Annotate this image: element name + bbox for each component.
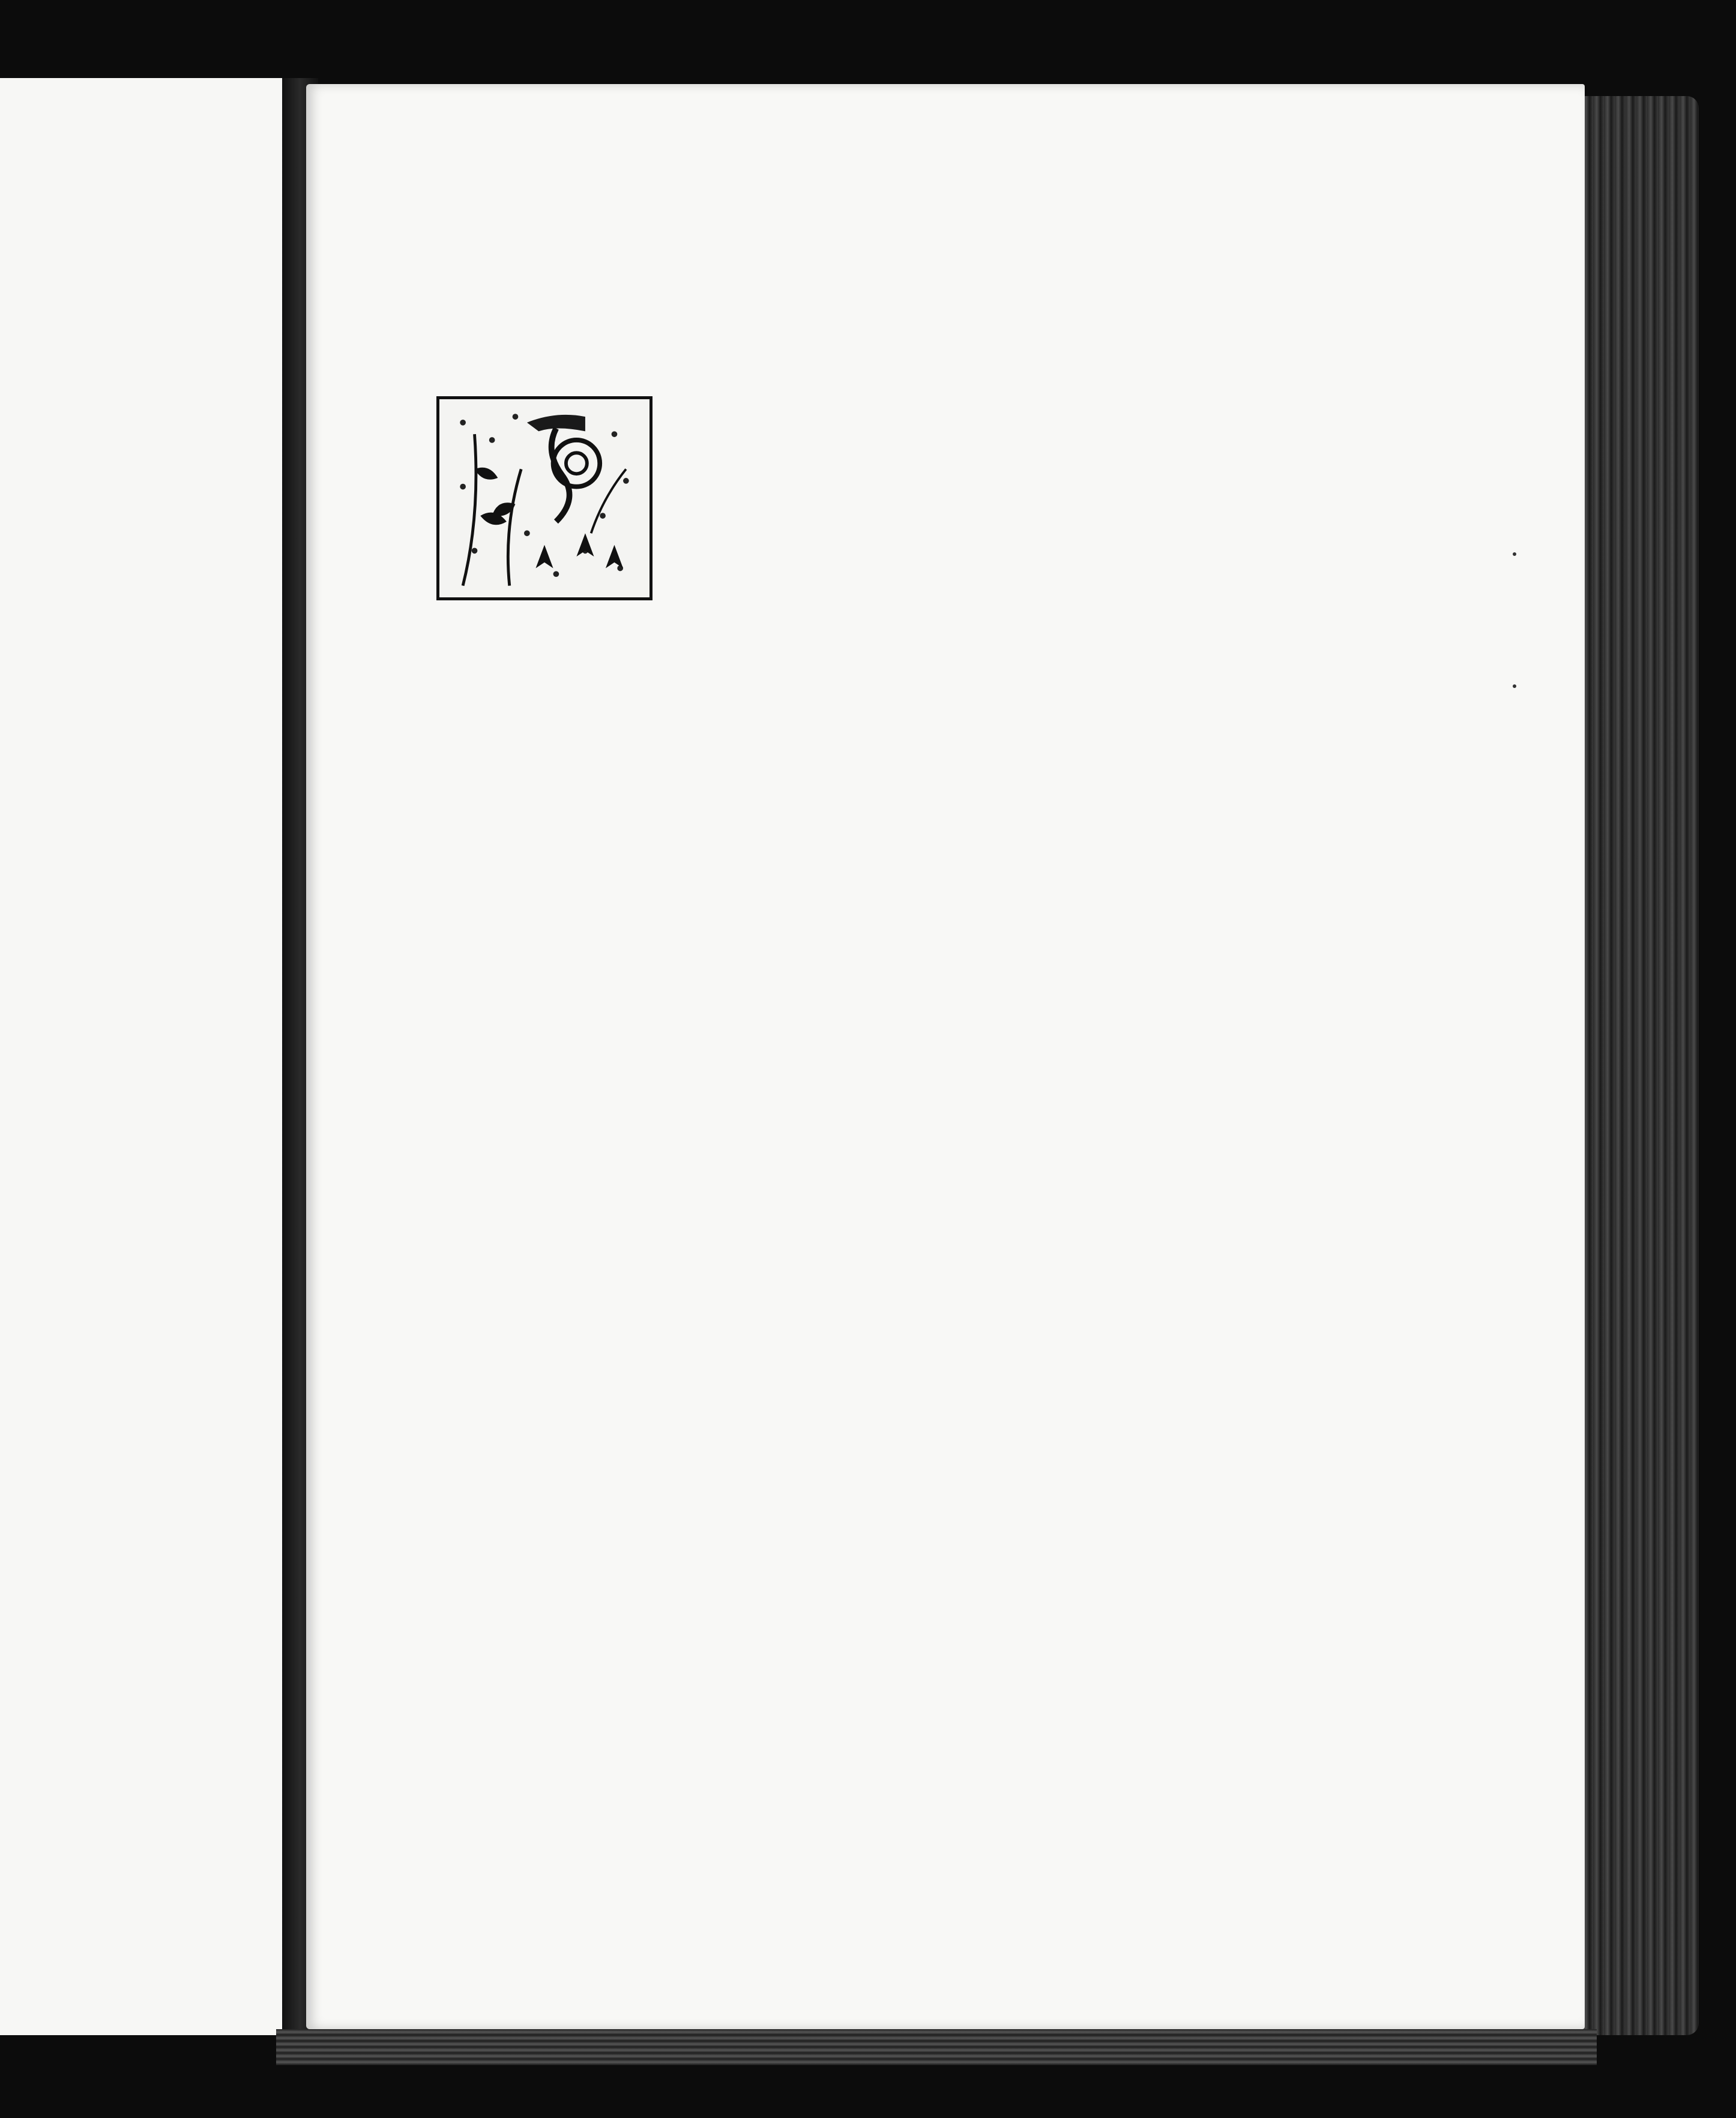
right-page bbox=[306, 84, 1585, 2029]
page-speck bbox=[1513, 552, 1516, 556]
bottom-page-edges bbox=[276, 2029, 1597, 2065]
page-speck bbox=[1513, 684, 1516, 688]
decorated-initial bbox=[436, 396, 653, 600]
left-page bbox=[0, 78, 297, 2035]
floral-initial-t-icon bbox=[439, 399, 649, 597]
